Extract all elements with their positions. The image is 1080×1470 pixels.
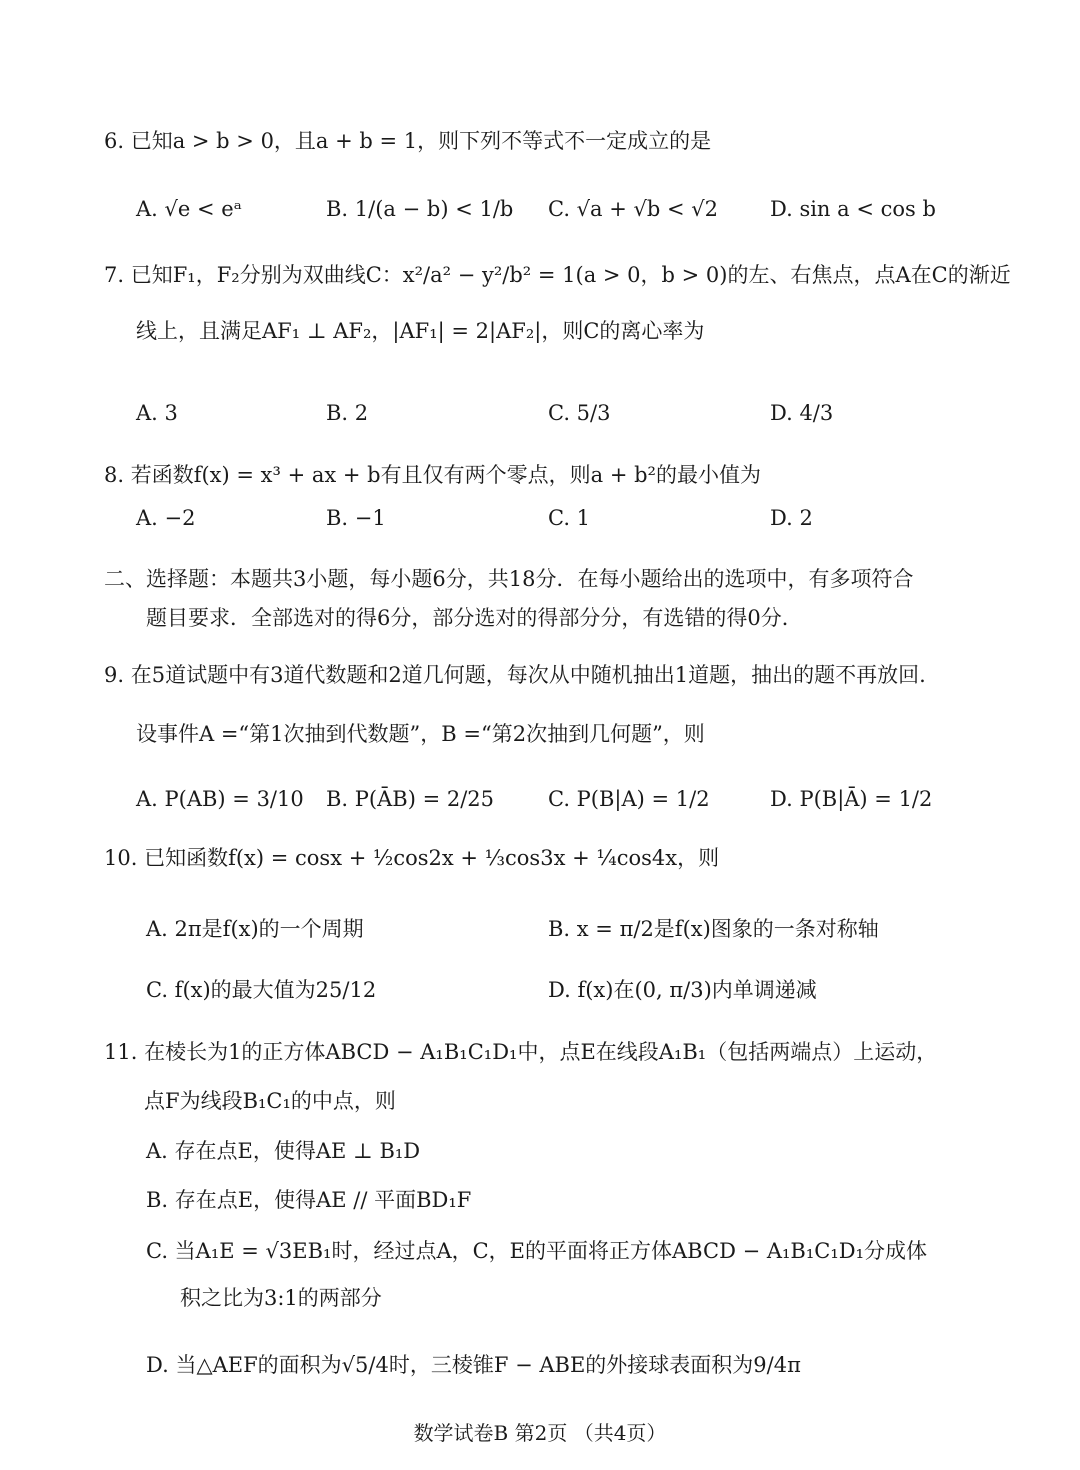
- q6-option-d: D. sin a < cos b: [770, 197, 936, 221]
- q6-stem: 6. 已知a > b > 0，且a + b = 1，则下列不等式不一定成立的是: [104, 129, 712, 153]
- q9-option-a: A. P(AB) = 3/10: [136, 787, 304, 811]
- q11-stem-line2: 点F为线段B₁C₁的中点，则: [144, 1089, 396, 1113]
- q9-option-b: B. P(ĀB) = 2/25: [326, 787, 494, 811]
- q7-option-c: C. 5/3: [548, 401, 611, 425]
- q11-stem-line1: 11. 在棱长为1的正方体ABCD − A₁B₁C₁D₁中，点E在线段A₁B₁（包括两端点）上运动，: [104, 1040, 938, 1064]
- q10-option-a: A. 2π是f(x)的一个周期: [146, 917, 364, 941]
- q6-option-c: C. √a + √b < √2: [548, 197, 719, 221]
- q9-stem-line2: 设事件A =“第1次抽到代数题”，B =“第2次抽到几何题”，则: [136, 722, 705, 746]
- q9-stem-line1: 9. 在5道试题中有3道代数题和2道几何题，每次从中随机抽出1道题，抽出的题不再放回.: [104, 663, 926, 687]
- section2-line2: 题目要求．全部选对的得6分，部分选对的得部分分，有选错的得0分．: [146, 606, 803, 630]
- q7-option-b: B. 2: [326, 401, 369, 425]
- q9-option-c: C. P(B|A) = 1/2: [548, 787, 710, 811]
- q6-option-b: B. 1/(a − b) < 1/b: [326, 197, 514, 221]
- page-footer: 数学试卷B 第2页 （共4页）: [413, 1421, 667, 1445]
- q8-option-b: B. −1: [326, 506, 386, 530]
- q11-option-d: D. 当△AEF的面积为√5/4时，三棱锥F − ABE的外接球表面积为9/4π: [146, 1353, 801, 1377]
- q7-option-a: A. 3: [136, 401, 178, 425]
- q10-stem: 10. 已知函数f(x) = cosx + ½cos2x + ⅓cos3x + ¼cos4x，则: [104, 846, 720, 870]
- q11-option-c-line1: C. 当A₁E = √3EB₁时，经过点A，C，E的平面将正方体ABCD − A₁B₁C₁D₁分成体: [146, 1239, 928, 1263]
- q6-option-a: A. √e < eᵃ: [136, 197, 242, 221]
- q8-option-a: A. −2: [136, 506, 196, 530]
- q9-option-d: D. P(B|Ā) = 1/2: [770, 787, 933, 811]
- q10-option-b: B. x = π/2是f(x)图象的一条对称轴: [548, 917, 879, 941]
- q10-option-d: D. f(x)在(0, π/3)内单调递减: [548, 978, 817, 1002]
- q7-stem-line2: 线上，且满足AF₁ ⊥ AF₂，|AF₁| = 2|AF₂|，则C的离心率为: [136, 319, 705, 343]
- q7-option-d: D. 4/3: [770, 401, 834, 425]
- q8-stem: 8. 若函数f(x) = x³ + ax + b有且仅有两个零点，则a + b²的最小值为: [104, 463, 761, 487]
- q11-option-a: A. 存在点E，使得AE ⊥ B₁D: [146, 1139, 421, 1163]
- q11-option-b: B. 存在点E，使得AE // 平面BD₁F: [146, 1188, 472, 1212]
- q8-option-c: C. 1: [548, 506, 591, 530]
- section2-line1: 二、选择题：本题共3小题，每小题6分，共18分．在每小题给出的选项中，有多项符合: [104, 567, 914, 591]
- q7-stem-line1: 7. 已知F₁，F₂分别为双曲线C：x²/a² − y²/b² = 1(a > 0，b > 0)的左、右焦点，点A在C的渐近: [104, 263, 1011, 287]
- q8-option-d: D. 2: [770, 506, 813, 530]
- q10-option-c: C. f(x)的最大值为25/12: [146, 978, 377, 1002]
- q11-option-c-line2: 积之比为3:1的两部分: [180, 1286, 382, 1310]
